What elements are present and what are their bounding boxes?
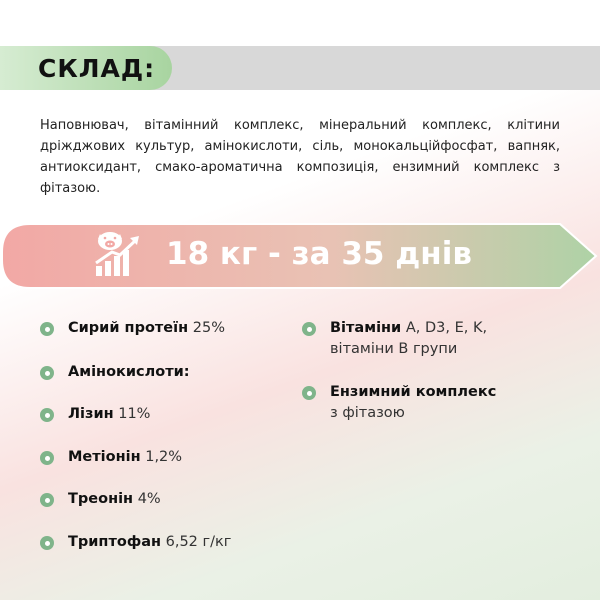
list-item	[40, 318, 225, 339]
page-title: СКЛАД:	[38, 53, 156, 83]
bullet-icon	[302, 322, 316, 336]
list-item	[40, 404, 150, 425]
item-label: Метіонін	[68, 449, 141, 465]
composition-text: Наповнювач, вітамінний комплекс, мінеральний комплекс, клітини дріжджових культур, амінокислоти, сіль, монокальційфосфат, вапняк, антиоксидант, смако-ароматична композиція, ензимний комплекс з фітазою.	[40, 118, 560, 196]
item-label: Амінокислоти:	[68, 364, 190, 380]
banner-title: 18 кг - за 35 днів	[166, 236, 472, 272]
list-item	[40, 362, 190, 383]
item-value: вітаміни B групи	[330, 341, 458, 357]
item-label: Ензимний комплекс	[330, 384, 497, 400]
item-label: Сирий протеїн	[68, 320, 189, 336]
item-label: Вітаміни	[330, 320, 402, 336]
item-label: Триптофан	[68, 534, 162, 550]
bullet-icon	[40, 322, 54, 336]
item-value: 1,2%	[145, 449, 183, 465]
list-item	[40, 532, 231, 553]
item-value: 4%	[137, 491, 161, 507]
item-label: Лізин	[68, 406, 114, 422]
item-value: 25%	[192, 320, 225, 336]
bullet-icon	[40, 408, 54, 422]
pig-growth-chart-icon	[92, 230, 144, 278]
bullet-icon	[40, 451, 54, 465]
list-item	[302, 318, 487, 360]
item-value: 11%	[118, 406, 151, 422]
bullet-icon	[40, 366, 54, 380]
item-value: A, D3, E, K,	[405, 320, 488, 336]
header-tab	[0, 46, 172, 90]
item-value: 6,52 г/кг	[165, 534, 232, 550]
item-label: Треонін	[68, 491, 134, 507]
list-item	[40, 447, 182, 468]
list-item	[40, 489, 161, 510]
list-item	[302, 382, 496, 424]
bullet-icon	[302, 386, 316, 400]
bullet-icon	[40, 536, 54, 550]
bullet-icon	[40, 493, 54, 507]
item-value: з фітазою	[330, 405, 405, 421]
